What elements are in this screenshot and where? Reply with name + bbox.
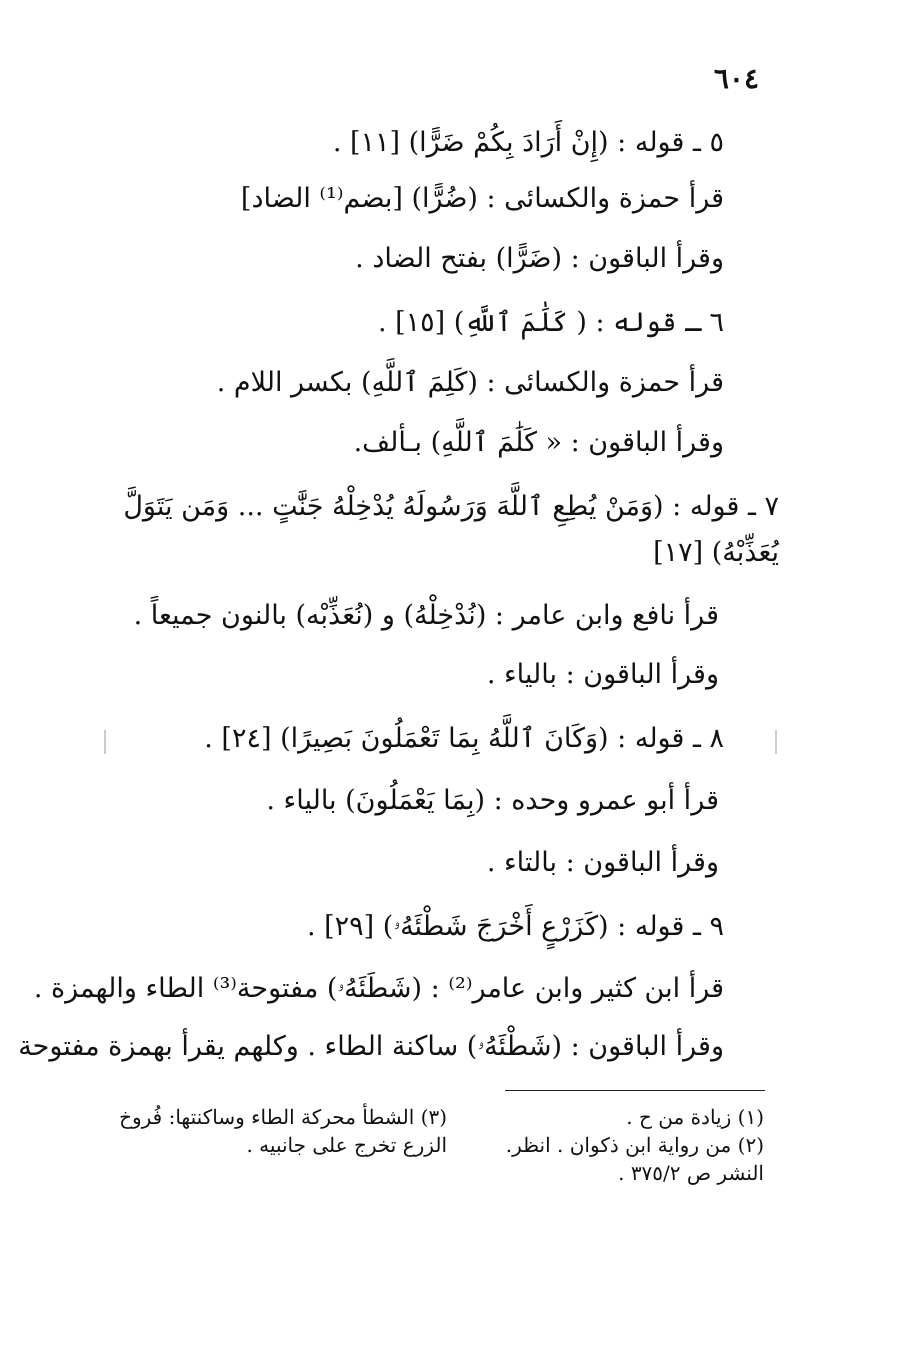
text-line-5: قرأ حمزة والكسائى : (كَلِمَ ٱللَّهِ) بكسر اللام . xyxy=(216,367,724,398)
footnote-3: (٣) الشطأ محركة الطاء وساكنتها: فُروخ xyxy=(119,1105,447,1129)
footnote-1: (١) زيادة من ح . xyxy=(626,1105,764,1129)
footnote-2-continued: النشر ص ٣٧٥/٢ . xyxy=(618,1161,764,1185)
footnote-3-continued: الزرع تخرج على جانبيه . xyxy=(246,1133,447,1157)
text-line-4: ٦ ـ قوله : ( كَلَٰمَ ٱللَّهِ) [١٥] . xyxy=(377,307,724,338)
text-line-2: قرأ حمزة والكسائى : (ضُرًّا) [بضم⁽¹⁾ الضاد] xyxy=(240,183,724,214)
text-line-7: ٧ ـ قوله : (وَمَنْ يُطِعِ ٱللَّهَ وَرَسُولَهُ يُدْخِلْهُ جَنَّٰتٍ ... وَمَن يَتَوَلَّ xyxy=(123,491,779,522)
text-line-15: قرأ ابن كثير وابن عامر⁽²⁾ : (شَطَئَهُۥ) مفتوحة⁽³⁾ الطاء والهمزة . xyxy=(33,973,724,1004)
margin-mark xyxy=(775,730,777,754)
footnote-2: (٢) من رواية ابن ذكوان . انظر. xyxy=(505,1133,764,1157)
text-line-13: وقرأ الباقون : بالتاء . xyxy=(486,847,719,878)
footnote-separator xyxy=(505,1090,765,1091)
text-line-10: وقرأ الباقون : بالياء . xyxy=(486,659,719,690)
text-line-9: قرأ نافع وابن عامر : (نُدْخِلْهُ) و (نُعَذِّبْه) بالنون جميعاً . xyxy=(133,600,719,631)
text-line-14: ٩ ـ قوله : (كَزَرْعٍ أَخْرَجَ شَطْئَهُۥ) [٢٩] . xyxy=(306,911,724,942)
page-number: ٦٠٤ xyxy=(713,62,759,95)
text-line-16: وقرأ الباقون : (شَطْئَهُۥ) ساكنة الطاء . وكلهم يقرأ بهمزة مفتوحة xyxy=(18,1031,724,1062)
text-line-11: ٨ ـ قوله : (وَكَانَ ٱللَّهُ بِمَا تَعْمَلُونَ بَصِيرًا) [٢٤] . xyxy=(204,723,724,754)
text-line-3: وقرأ الباقون : (ضَرًّا) بفتح الضاد . xyxy=(355,243,724,274)
text-line-8: يُعَذِّبْهُ) [١٧] xyxy=(653,537,779,568)
text-line-1: ٥ ـ قوله : (إِنْ أَرَادَ بِكُمْ ضَرًّا) [١١] . xyxy=(332,127,724,158)
text-line-6: وقرأ الباقون : « كَلَٰمَ ٱللَّهِ) بـألف. xyxy=(353,427,724,458)
margin-mark xyxy=(104,730,106,754)
text-line-12: قرأ أبو عمرو وحده : (بِمَا يَعْمَلُونَ) بالياء . xyxy=(266,785,719,816)
